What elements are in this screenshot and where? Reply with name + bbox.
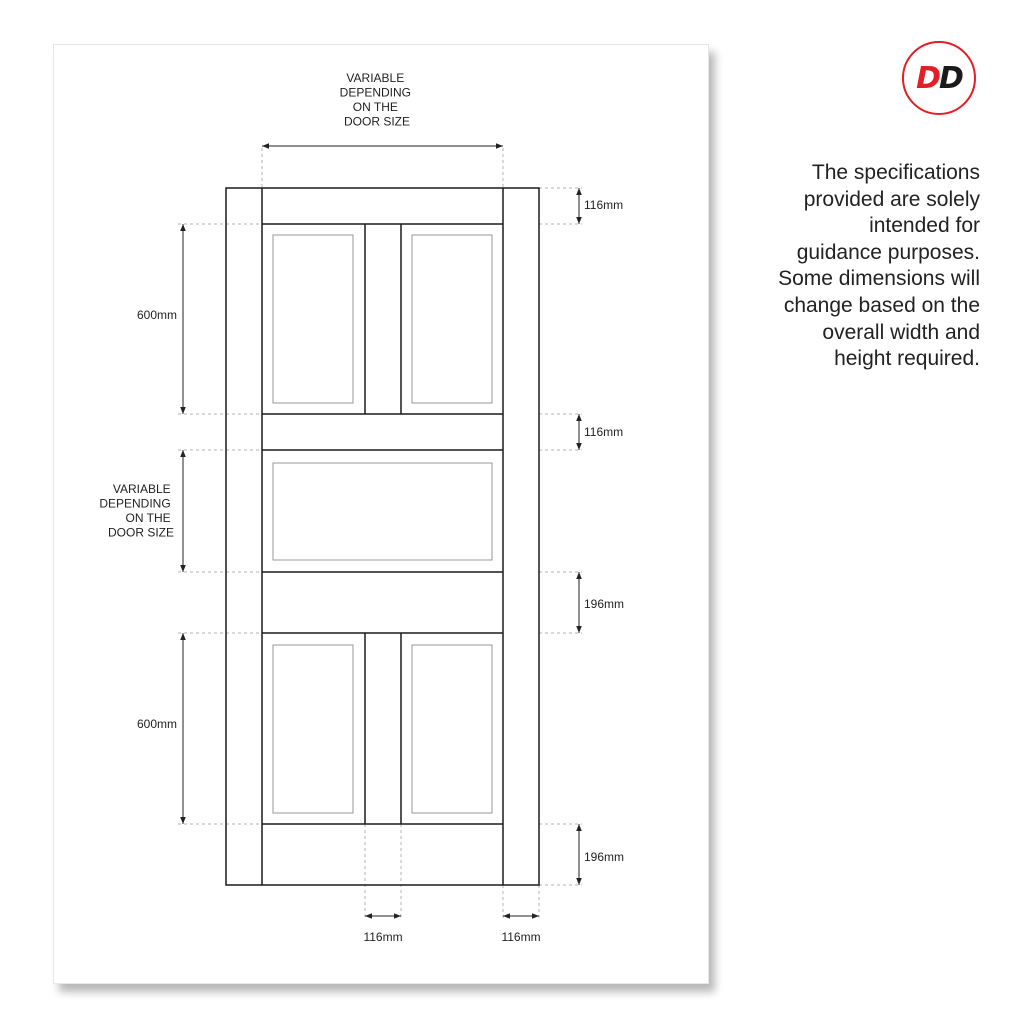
disclaimer-line: provided are solely	[803, 187, 980, 211]
disclaimer-line: change based on the	[783, 293, 980, 317]
lock-rail-label: 196mm	[584, 597, 625, 611]
disclaimer-line: height required.	[834, 347, 980, 371]
mid-rail-label: 116mm	[584, 425, 624, 439]
extension-lines	[178, 148, 582, 918]
disclaimer-line: guidance purposes.	[796, 240, 980, 264]
logo-letter-1: D	[916, 60, 939, 96]
logo-letter-2: D	[939, 60, 962, 96]
muntin-width-label: 116mm	[363, 930, 403, 944]
bottom-rail-label: 196mm	[584, 850, 625, 864]
disclaimer-line: intended for	[869, 214, 980, 238]
upper-panel-height-label: 600mm	[136, 308, 177, 322]
disclaimer-line: The specifications	[811, 161, 980, 184]
dimension-arrows	[183, 146, 579, 916]
disclaimer-line: Some dimensions will	[778, 267, 980, 291]
top-rail-label: 116mm	[584, 198, 624, 212]
top-width-label: VARIABLE DEPENDING ON THE DOOR SIZE	[339, 71, 411, 129]
panel-mouldings	[273, 235, 492, 813]
lower-panel-height-label: 600mm	[136, 717, 177, 731]
middle-panel-height-label: VARIABLE DEPENDING ON THE DOOR SIZE	[99, 482, 174, 540]
stile-width-label: 116mm	[501, 930, 541, 944]
disclaimer-line: overall width and	[822, 320, 980, 344]
